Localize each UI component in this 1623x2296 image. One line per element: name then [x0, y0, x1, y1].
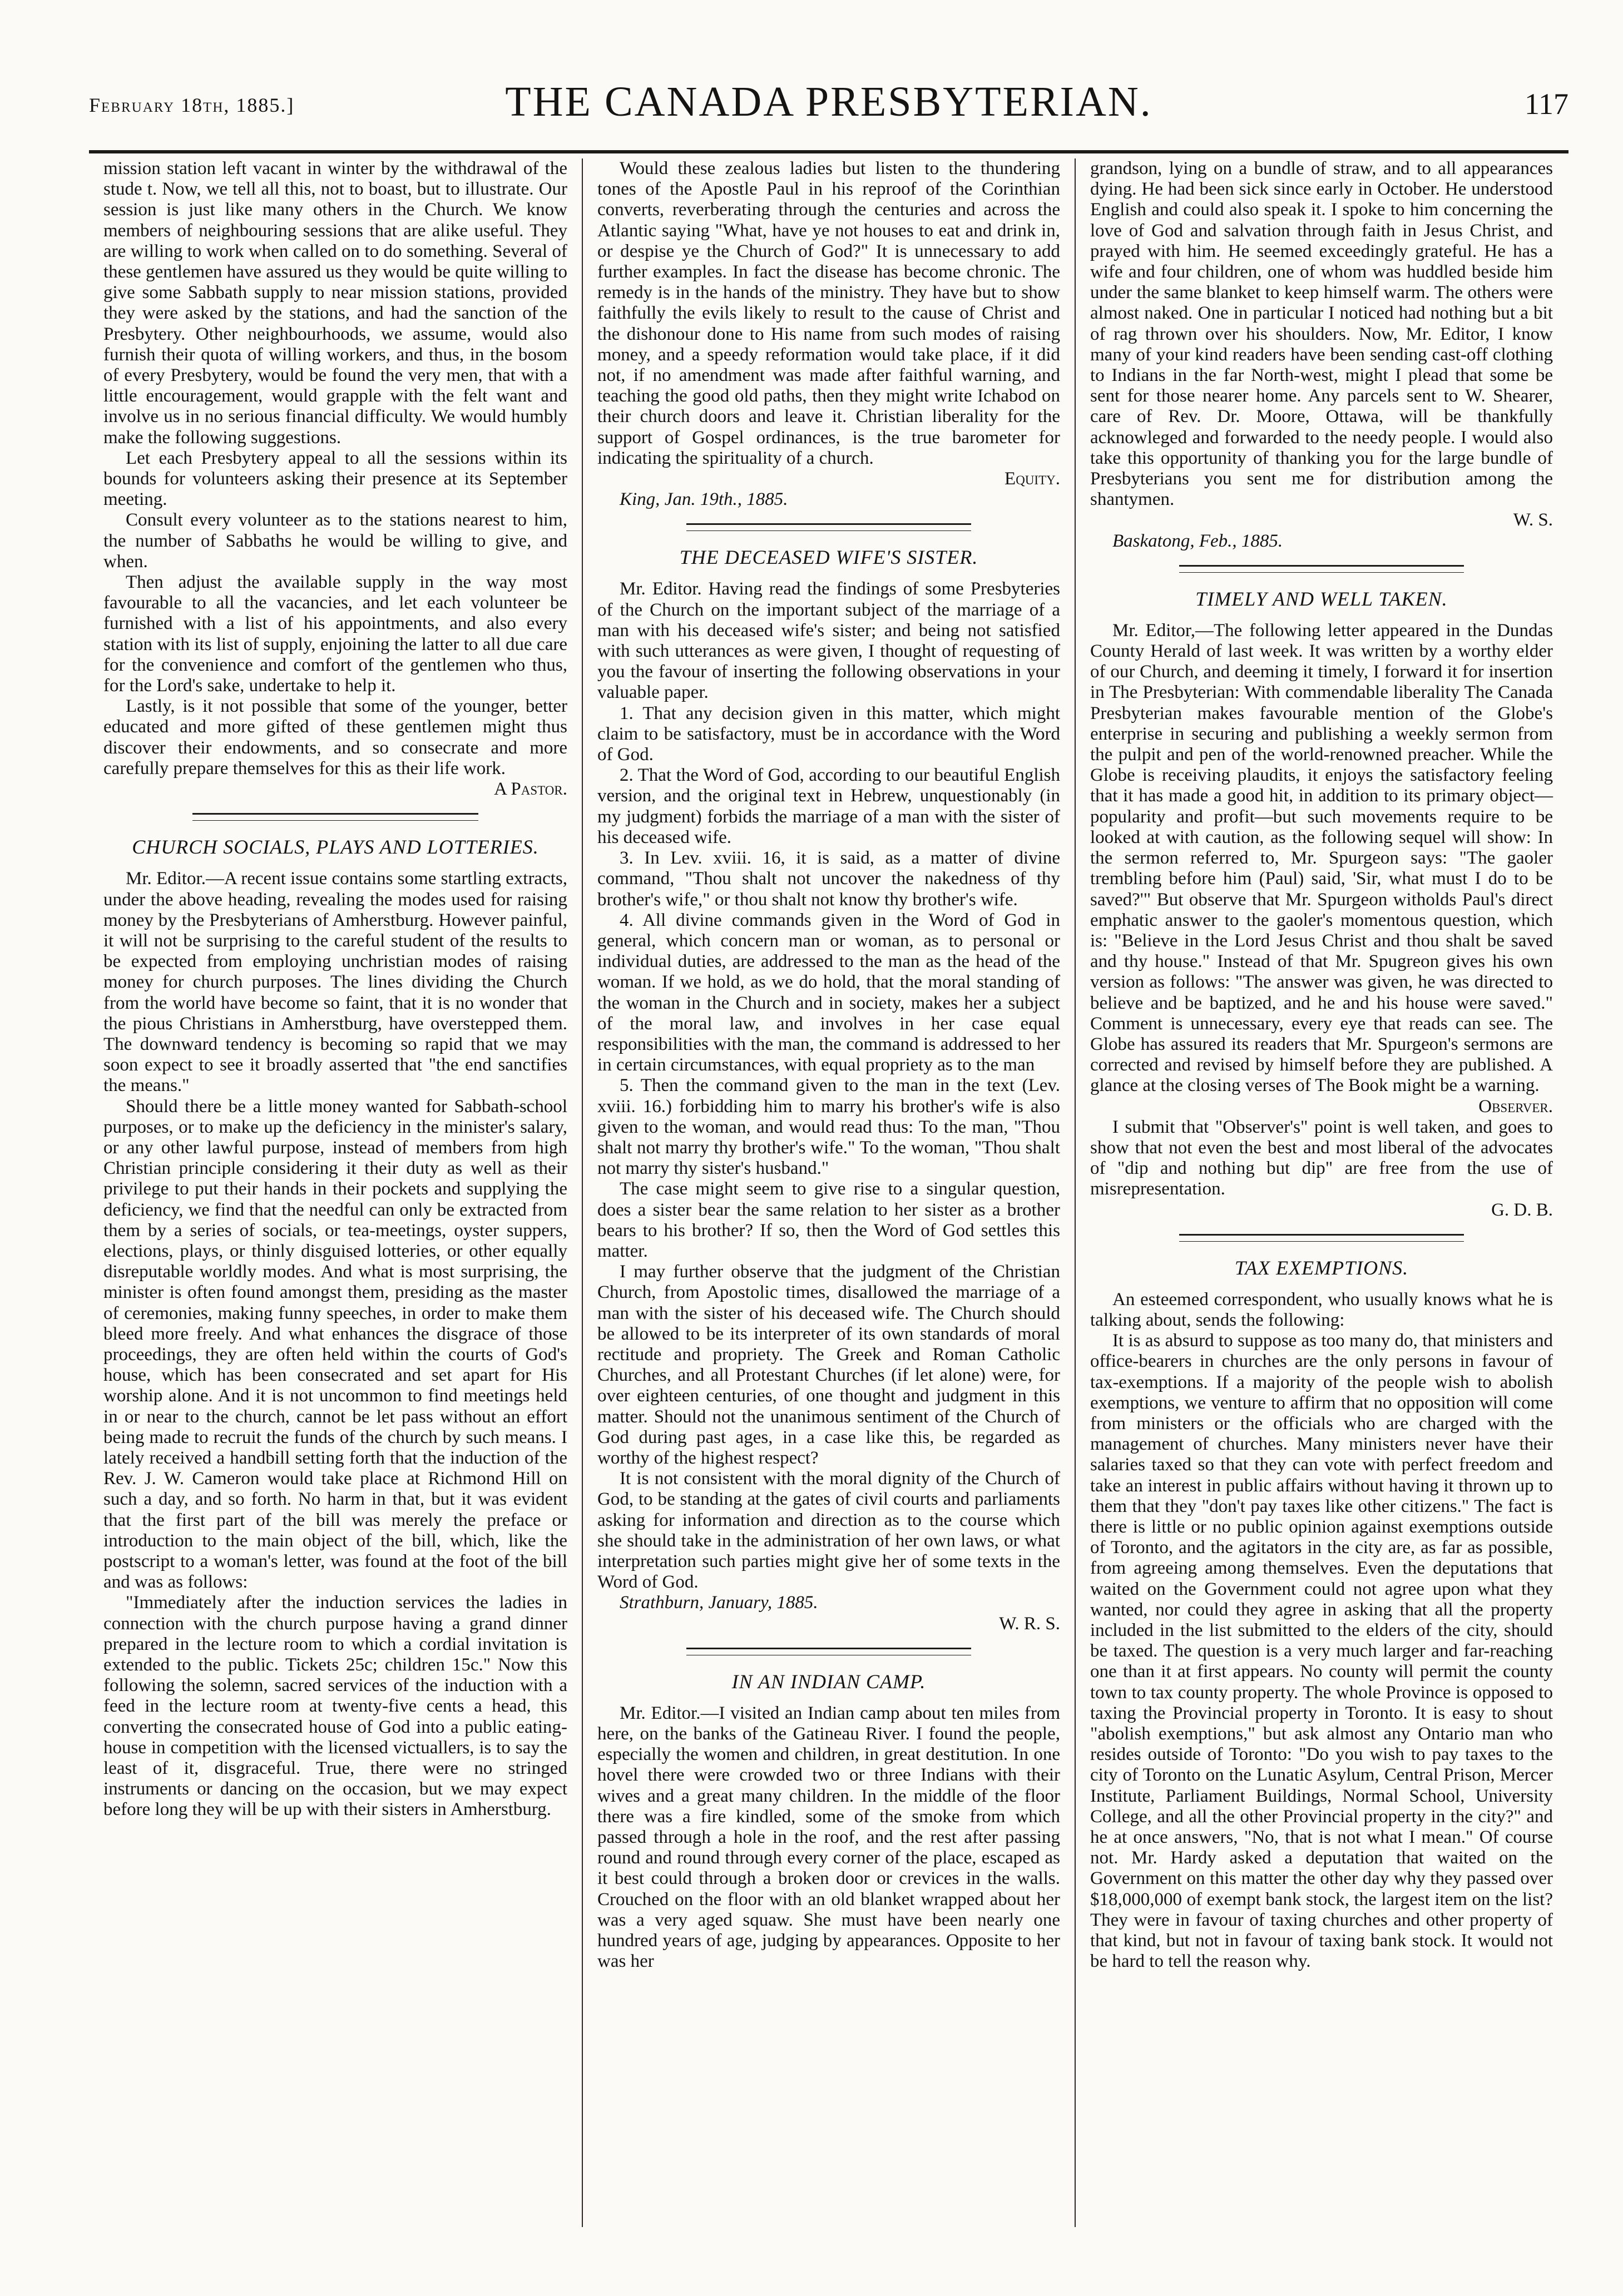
- paragraph: Then adjust the available supply in the way most favourable to all the vacancies, and let each volunteer be furnished with a list of his appointments, and also every station with its list of supply, enjoining the latter to all due care for the convenience and comfort of the gentlemen who thus, for the Lord's sake, undertake to help it.: [103, 572, 567, 696]
- section-divider: [1179, 1234, 1464, 1242]
- article-title: IN AN INDIAN CAMP.: [731, 1670, 926, 1693]
- paragraph: Mr. Editor.—I visited an Indian camp about ten miles from here, on the banks of the Gatineau River. I found the people, especially the women and children, in great destitution. In one hovel there were crowded two or three Indians with their wives and a great many children. In the middle of the floor there was a fire kindled, some of the smoke from which passed through a hole in the roof, and the rest after passing round and round through every corner of the place, escaped as it best could through a broken door or crevices in the walls. Crouched on the floor with an old blanket wrapped about her was a very aged squaw. She must have been nearly one hundred years of age, judging by appearances. Opposite to her was her: [597, 1703, 1060, 1972]
- paragraph: 3. In Lev. xviii. 16, it is said, as a matter of divine command, "Thou shalt not uncover the nakedness of thy brother's wife," or thou shalt not know thy brother's wife.: [597, 848, 1060, 910]
- paragraph: 1. That any decision given in this matter, which might claim to be satisfactory, must be in accordance with the Word of God.: [597, 703, 1060, 765]
- article-columns: [89, 158, 1568, 2227]
- paragraph: Lastly, is it not possible that some of the younger, better educated and more gifted of these gentlemen might thus discover their endowments, and so consecrate and more carefully prepare themselves for this as their life work.: [103, 696, 567, 778]
- paragraph: It is not consistent with the moral dignity of the Church of God, to be standing at the gates of civil courts and parliaments asking for information and direction as to the course which she should take in the administration of her own laws, or what interpretation such parties might give her of some texts in the Word of God.: [597, 1469, 1060, 1593]
- paragraph: 2. That the Word of God, according to our beautiful English version, and the original text in Hebrew, unquestionably (in my judgment) forbids the marriage of a man with the sister of his deceased wife.: [597, 765, 1060, 847]
- section-divider: [1179, 565, 1464, 573]
- paragraph: 4. All divine commands given in the Word of God in general, which concern man or woman, as to personal or individual duties, are addressed to the man as the head of the woman. If we hold, as we do hold, that the moral standing of the woman in the Church and in society, makes her a subject of the moral law, and involves in her case equal responsibilities with the man, the command is addressed to her in certain circumstances, with equal propriety as to the man: [597, 910, 1060, 1075]
- signature: W. R. S.: [999, 1613, 1060, 1634]
- masthead: [89, 67, 1568, 153]
- paragraph: I may further observe that the judgment of the Christian Church, from Apostolic times, disallowed the marriage of a man with the sister of his deceased wife. The Church should be allowed to be its interpreter of its own standards of moral rectitude and propriety. The Greek and Roman Catholic Churches, and all Protestant Churches (if let alone) were, for over eighteen centuries, of one thought and judgment in this matter. Should not the unanimous sentiment of the Church of God during past ages, in a case like this, be regarded as worthy of the highest respect?: [597, 1262, 1060, 1468]
- article-title: TIMELY AND WELL TAKEN.: [1195, 587, 1448, 610]
- page-number: 117: [1525, 87, 1568, 121]
- paragraph: grandson, lying on a bundle of straw, and to all appearances dying. He had been sick since early in October. He understood English and could also speak it. I spoke to him concerning the love of God and salvation through faith in Jesus Christ, and prayed with him. He seemed exceedingly grateful. He has a wife and four children, one of whom was huddled beside him under the same blanket to keep himself warm. The others were almost naked. One in particular I noticed had nothing but a bit of rag thrown over his shoulders. Now, Mr. Editor, I know many of your kind readers have been sending cast-off clothing to Indians in the far North-west, might I plead that some be sent for those nearer home. Any parcels sent to W. Shearer, care of Rev. Dr. Moore, Ottawa, will be thankfully acknowleged and forwarded to the needy people. I would also take this opportunity of thanking you for the large bundle of Presbyterians you sent me for distribution among the shantymen.: [1090, 158, 1553, 510]
- paragraph: I submit that "Observer's" point is well taken, and goes to show that not even the best and most liberal of the advocates of "dip and nothing but dip" are free from the use of misrepresentation.: [1090, 1117, 1553, 1199]
- signature: Equity.: [1005, 469, 1060, 489]
- article-title: THE DECEASED WIFE'S SISTER.: [679, 546, 978, 569]
- paragraph: mission station left vacant in winter by the withdrawal of the stude t. Now, we tell all this, not to boast, but to illustrate. Our session is just like many others in the Church. We know members of neighbouring sessions that are alike useful. They are willing to work when called on to do something. Several of these gentlemen have assured us they would be quite willing to give some Sabbath supply to near mission stations, provided they were asked by the stations, and had the sanction of the Presbytery. Other neighbourhoods, we assume, would also furnish their quota of willing workers, and thus, in the bosom of every Presbytery, would be found the very men, that with a little encouragement, would grapple with the felt want and involve us in no serious financial difficulty. We would humbly make the following suggestions.: [103, 158, 567, 448]
- paragraph: Mr. Editor. Having read the findings of some Presbyteries of the Church on the important subject of the marriage of a man with his deceased wife's sister; and being not satisfied with such utterances as were given, I thought of requesting of you the favour of inserting the following observations in your valuable paper.: [597, 579, 1060, 703]
- dateline: Baskatong, Feb., 1885.: [1112, 530, 1283, 551]
- signature: Observer.: [1478, 1096, 1553, 1117]
- paragraph: An esteemed correspondent, who usually knows what he is talking about, sends the following:: [1090, 1289, 1553, 1330]
- signature: G. D. B.: [1491, 1199, 1553, 1220]
- paragraph: Mr. Editor,—The following letter appeared in the Dundas County Herald of last week. It was written by a worthy elder of our Church, and deeming it timely, I forward it for insertion in The Presbyterian: With commendable liberality The Canada Presbyterian makes favourable mention of the Globe's enterprise in securing and publishing a weekly sermon from the pulpit and pen of the world-renowned preacher. While the Globe is receiving plaudits, it enjoys the satisfactory feeling that it has made a good hit, in addition to its primary object—popularity and profit—but such movements require to be looked at with caution, as the following sequel will show: In the sermon referred to, Mr. Spurgeon says: "The gaoler trembling before him (Paul) said, 'Sir, what must I do to be saved?'" But observe that Mr. Spurgeon witholds Paul's direct emphatic answer to the gaoler's momentous question, which is: "Believe in the Lord Jesus Christ and thou shalt be saved and thy house." Instead of that Mr. Spugreon gives his own version as follows: "The answer was given, he was directed to believe and be baptized, and he and his house were saved." Comment is unnecessary, every eye that reads can see. The Globe has assured its readers that Mr. Spurgeon's sermons are corrected and revised by himself before they are published. A glance at the closing verses of The Book might be a warning.: [1090, 620, 1553, 1096]
- paragraph: "Immediately after the induction services the ladies in connection with the church purpose having a grand dinner prepared in the lecture room to which a cordial invitation is extended to the public. Tickets 25c; children 15c." Now this following the solemn, sacred services of the induction with a feed in the lecture room at twenty-five cents a head, this converting the consecrated house of God into a public eating-house in competition with the licensed victuallers, is to say the least of it, disgraceful. True, there were no stringed instruments or dancing on the occasion, but we may expect before long they will be up with their sisters in Amherstburg.: [103, 1593, 567, 1820]
- paragraph: The case might seem to give rise to a singular question, does a sister bear the same relation to her sister as a brother bears to his brother? If so, then the Word of God settles this matter.: [597, 1179, 1060, 1261]
- section-divider: [686, 523, 971, 531]
- column-1: [89, 158, 582, 2227]
- paragraph: It is as absurd to suppose as too many do, that ministers and office-bearers in churches are the only persons in favour of tax-exemptions. If a majority of the people wish to abolish exemptions, we venture to affirm that no opposition will come from ministers or the officials who are charged with the management of churches. Many ministers never have their salaries taxed so that they can vote with perfect freedom and take an interest in public affairs without having it thrown up to them that they "don't pay taxes like other citizens." The fact is there is little or no public opinion against exemptions outside of Toronto, and the agitators in the city are, as far as possible, from agreeing among themselves. Even the deputations that waited on the Government could not agree upon what they wanted, nor could they agree in asking that all the property included in the list submitted to the elders of the city, should be taxed. The question is a very much larger and far-reaching one than it at first appears. No county will permit the county town to tax county property. The whole Province is opposed to taxing the Provincial property in Toronto. It is easy to shout "abolish exemptions," but ask almost any Ontario man who resides outside of Toronto: "Do you wish to pay taxes to the city of Toronto on the Lunatic Asylum, Central Prison, Mercer Institute, Parliament Buildings, Normal School, University College, and all the other Provincial property in the city?" and he at once answers, "No, that is not what I mean." Of course not. Mr. Hardy asked a deputation that waited on the Government on this matter the other day why they passed over $18,000,000 of exempt bank stock, the largest item on the list? They were in favour of taxing churches and other property of that kind, but not in favour of taxing bank stock. It would not be hard to tell the reason why.: [1090, 1331, 1553, 1972]
- newspaper-title: THE CANADA PRESBYTERIAN.: [505, 78, 1152, 125]
- paragraph: Would these zealous ladies but listen to the thundering tones of the Apostle Paul in his reproof of the Corinthian converts, reverberating through the centuries and across the Atlantic saying "What, have ye not houses to eat and drink in, or despise ye the Church of God?" It is unnecessary to add further examples. In fact the disease has become chronic. The remedy is in the hands of the ministry. They have but to show faithfully the evils likely to result to the cause of Christ and the dishonour done to His name from such modes of raising money, and a speedy reformation would take place, if it did not, if no amendment was made after faithful warning, and teaching the good old paths, then they might write Ichabod on their church doors and leave it. Christian liberality for the support of Gospel ordinances, is the true barometer for indicating the spirituality of a church.: [597, 158, 1060, 468]
- signature: A Pastor.: [494, 779, 567, 800]
- paragraph: Should there be a little money wanted for Sabbath-school purposes, or to make up the deficiency in the minister's salary, or any other lawful purpose, instead of members from high Christian principle considering it their duty as well as their privilege to put their hands in their pockets and supplying the deficiency, we find that the needful can only be extracted from them by a series of socials, or tea-meetings, oyster suppers, elections, plays, or thinly disguised lotteries, or other equally disreputable worldly modes. And what is most surprising, the minister is often found amongst them, presiding as the master of ceremonies, making funny speeches, in order to make them bleed more freely. And what enhances the disgrace of those proceedings, they are often held within the courts of God's house, which has been consecrated and set apart for His worship alone. And it is not uncommon to find meetings held in or near to the church, cannot be let pass without an effort being made to recruit the funds of the church by such means. I lately received a handbill setting forth that the induction of the Rev. J. W. Cameron would take place at Richmond Hill on such a day, and so forth. No harm in that, but it was evident that the first part of the bill was merely the preface or introduction to the main object of the bill, which, like the postscript to a woman's letter, was found at the foot of the bill and was as follows:: [103, 1096, 567, 1593]
- section-divider: [686, 1648, 971, 1655]
- paragraph: Consult every volunteer as to the stations nearest to him, the number of Sabbaths he would be willing to give, and when.: [103, 510, 567, 572]
- signature: W. S.: [1513, 510, 1553, 530]
- column-3: [1075, 158, 1567, 2227]
- article-title: TAX EXEMPTIONS.: [1234, 1256, 1409, 1279]
- issue-date: February 18th, 1885.]: [89, 94, 295, 116]
- article-title: CHURCH SOCIALS, PLAYS AND LOTTERIES.: [132, 836, 539, 859]
- paragraph: 5. Then the command given to the man in the text (Lev. xviii. 16.) forbidding him to marry his brother's wife is also given to the woman, and would read thus: To the man, "Thou shalt not marry thy brother's wife." To the woman, "Thou shalt not marry thy sister's husband.": [597, 1075, 1060, 1179]
- dateline: Strathburn, January, 1885.: [620, 1593, 818, 1613]
- section-divider: [192, 813, 478, 821]
- dateline: King, Jan. 19th., 1885.: [620, 489, 788, 510]
- column-2: [582, 158, 1075, 2227]
- paragraph: Mr. Editor.—A recent issue contains some startling extracts, under the above heading, revealing the modes used for raising money by the Presbyterians of Amherstburg. However painful, it will not be surprising to the careful student of the results to be expected from employing unchristian modes of raising money for church purposes. The lines dividing the Church from the world have become so faint, that it is no wonder that the pious Christians in Amherstburg, have overstepped them. The downward tendency is becoming so rapid that we may soon expect to see it broadly asserted that "the end sanctifies the means.": [103, 869, 567, 1096]
- paragraph: Let each Presbytery appeal to all the sessions within its bounds for volunteers asking their presence at its September meeting.: [103, 448, 567, 510]
